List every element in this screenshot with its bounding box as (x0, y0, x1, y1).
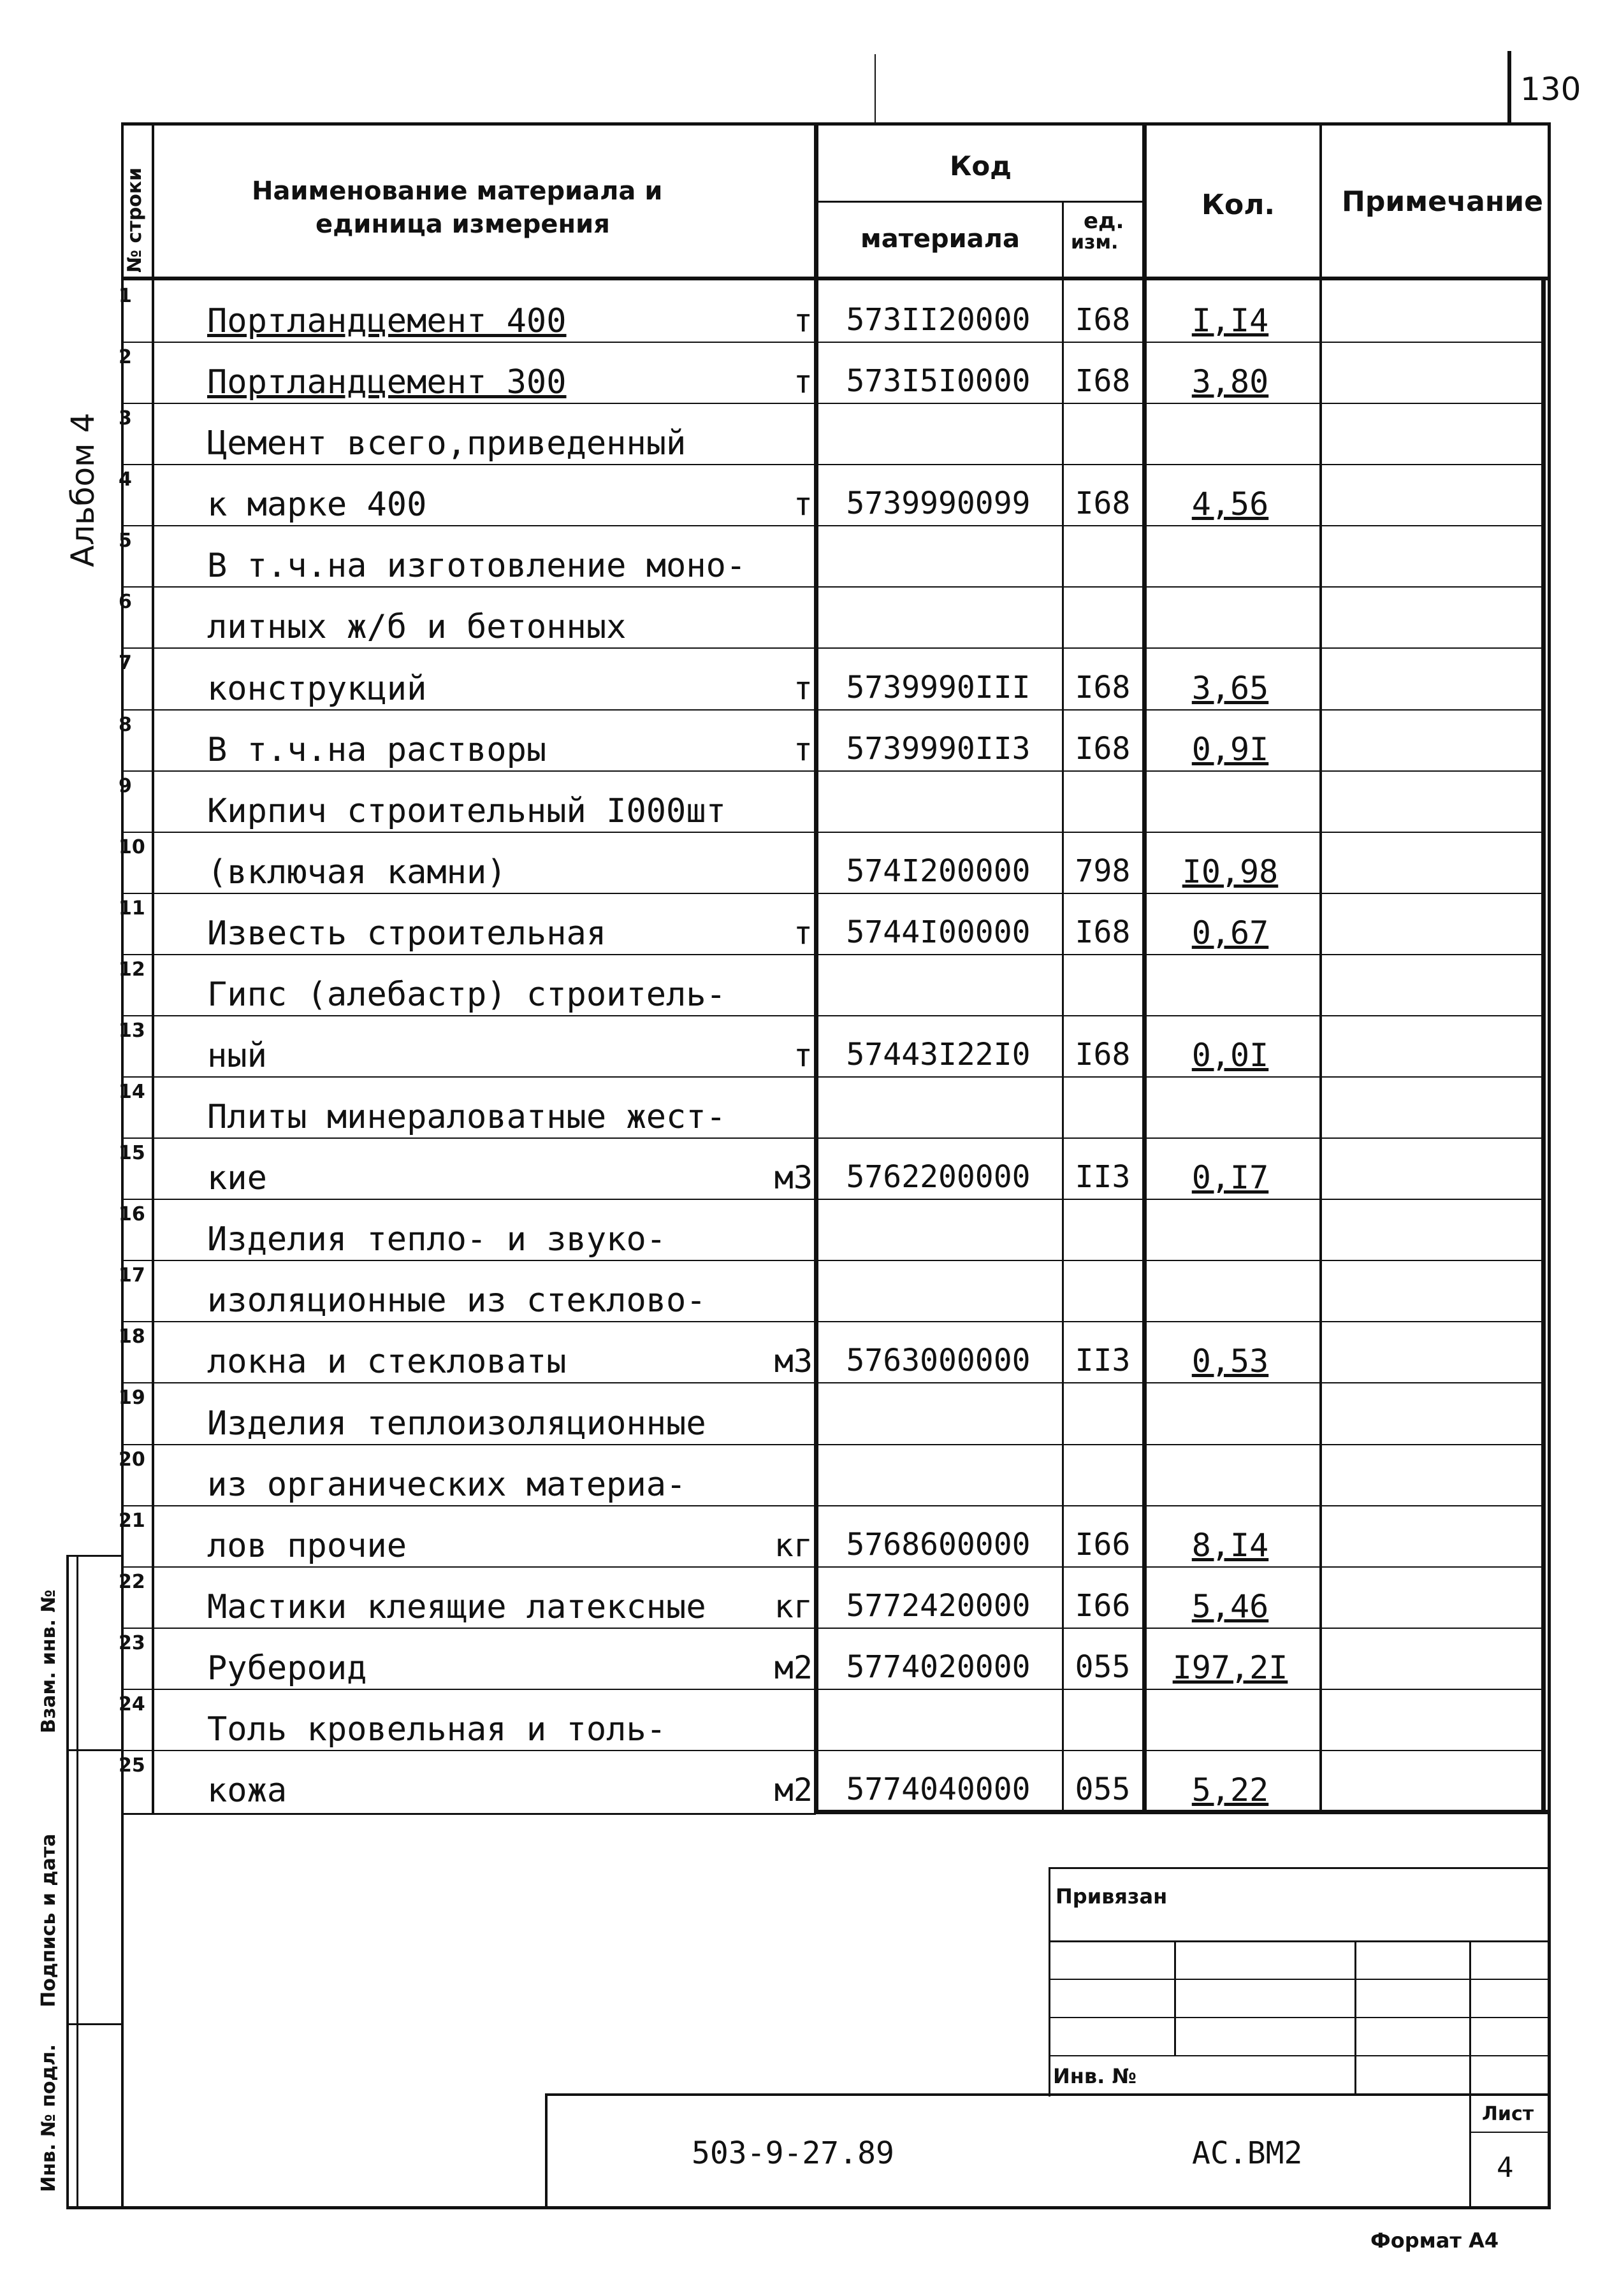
row-divider (121, 1076, 1546, 1078)
row-number: 8 (119, 713, 132, 736)
row-number: 10 (119, 835, 145, 858)
material-code: 5774040000 (846, 1771, 1031, 1807)
quantity-value: 3,65 (1191, 669, 1269, 707)
unit-code: I68 (1075, 363, 1131, 400)
tb-h4 (1049, 2055, 1551, 2056)
material-unit: м3 (774, 1159, 813, 1197)
row-divider (121, 403, 1546, 404)
table-row (0, 893, 1619, 954)
material-code: 5763000000 (846, 1343, 1031, 1379)
table-bottom-thin (121, 1813, 816, 1815)
material-name: Известь строительная (207, 914, 607, 953)
table-row (0, 770, 1619, 832)
header-name-line2: единица измерения (316, 210, 610, 239)
header-row-no: № строки (124, 167, 146, 273)
row-divider (121, 1444, 1546, 1445)
row-divider (121, 709, 1546, 711)
quantity-value: I97,2I (1172, 1649, 1288, 1686)
material-unit: м3 (774, 1343, 813, 1380)
quantity-value: 0,53 (1191, 1343, 1269, 1380)
material-code: 57443I22I0 (846, 1037, 1031, 1073)
row-number: 13 (119, 1019, 145, 1042)
material-name: лов прочие (207, 1526, 407, 1565)
table-row (0, 586, 1619, 647)
table-row (0, 1505, 1619, 1566)
row-divider (121, 1505, 1546, 1506)
material-name: Толь кровельная и толь- (207, 1710, 667, 1749)
tb-h1 (1049, 1940, 1551, 1942)
table-row (0, 1750, 1619, 1811)
material-code: 5739990III (846, 669, 1031, 705)
frame-bottom (69, 2206, 1551, 2209)
unit-code: 055 (1075, 1649, 1131, 1685)
material-code: 5762200000 (846, 1159, 1031, 1195)
row-number: 14 (119, 1081, 145, 1104)
tb-left-vert (1049, 1867, 1050, 2097)
material-name: Изделия теплоизоляционные (207, 1404, 706, 1443)
row-divider (121, 1137, 1546, 1139)
row-number: 12 (119, 958, 145, 981)
row-divider (121, 647, 1546, 649)
quantity-value: 0,I7 (1191, 1159, 1269, 1197)
table-row (0, 832, 1619, 893)
material-name: локна и стекловаты (207, 1343, 567, 1382)
quantity-value: 0,0I (1191, 1037, 1269, 1074)
material-name: Плиты минераловатные жест- (207, 1098, 726, 1137)
material-unit: т (793, 302, 813, 340)
unit-code: 055 (1075, 1771, 1131, 1807)
quantity-value: 0,67 (1191, 914, 1269, 951)
material-name: Портландцемент 300 (207, 363, 567, 402)
unit-code: I68 (1075, 486, 1131, 522)
table-row (0, 954, 1619, 1015)
top-center-tick (875, 54, 876, 122)
row-number: 25 (119, 1754, 145, 1777)
material-name: (включая камни) (207, 853, 507, 892)
material-name: Изделия тепло- и звуко- (207, 1220, 667, 1259)
table-row (0, 525, 1619, 586)
unit-code: I66 (1075, 1587, 1131, 1624)
row-divider (121, 1566, 1546, 1568)
row-divider (121, 525, 1546, 526)
unit-code: I68 (1075, 1037, 1131, 1073)
stamp-inv-podl: Инв. № подл. (38, 2044, 60, 2192)
tb-v2 (1354, 1940, 1356, 2093)
tb-inv-no: Инв. № (1053, 2064, 1136, 2088)
material-code: 5739990II3 (846, 730, 1031, 767)
material-name: Кирпич строительный I000шт (207, 791, 726, 830)
row-number: 22 (119, 1570, 145, 1593)
row-divider (121, 1382, 1546, 1383)
row-divider (121, 893, 1546, 894)
table-row (0, 709, 1619, 770)
material-name: В т.ч.на растворы (207, 730, 547, 769)
material-unit: т (793, 669, 813, 707)
stamp-h3 (66, 2023, 121, 2025)
row-divider (121, 1260, 1546, 1261)
row-number: 19 (119, 1387, 145, 1410)
quantity-value: I,I4 (1191, 302, 1269, 340)
header-unit-line1: ед. (1084, 208, 1124, 234)
table-row (0, 464, 1619, 525)
row-divider (121, 954, 1546, 955)
stamp-mid (76, 1555, 78, 2209)
stamp-left-outer (66, 1555, 69, 2209)
tb-list-label: Лист (1482, 2103, 1534, 2125)
material-name: из органических материа- (207, 1465, 686, 1504)
row-number: 17 (119, 1264, 145, 1287)
row-divider (121, 1199, 1546, 1200)
row-number: 4 (119, 468, 132, 491)
material-unit: т (793, 730, 813, 768)
row-number: 2 (119, 346, 132, 369)
row-divider (121, 1628, 1546, 1629)
unit-code: I68 (1075, 302, 1131, 338)
material-name: литных ж/б и бетонных (207, 608, 627, 647)
row-number: 21 (119, 1509, 145, 1532)
material-name: ный (207, 1037, 267, 1076)
material-name: конструкций (207, 669, 427, 708)
row-number: 11 (119, 897, 145, 920)
quantity-value: I0,98 (1182, 853, 1279, 890)
header-code-subline (817, 201, 1143, 203)
header-note: Примечание (1342, 185, 1543, 218)
stamp-podpis: Подпись и дата (38, 1833, 60, 2007)
row-divider (121, 1321, 1546, 1322)
row-number: 5 (119, 530, 132, 552)
unit-code: II3 (1075, 1159, 1131, 1195)
table-row (0, 1444, 1619, 1505)
material-unit: т (793, 486, 813, 523)
header-quantity: Кол. (1202, 189, 1275, 221)
material-unit: т (793, 914, 813, 951)
tb-v1 (1174, 1940, 1176, 2055)
table-row (0, 1566, 1619, 1628)
row-number: 24 (119, 1693, 145, 1715)
row-divider (121, 832, 1546, 833)
table-row (0, 1382, 1619, 1443)
table-row (0, 1137, 1619, 1199)
quantity-value: 8,I4 (1191, 1526, 1269, 1564)
table-row (0, 647, 1619, 709)
header-material: материала (860, 224, 1020, 254)
row-number: 1 (119, 285, 132, 307)
material-name: Цемент всего,приведенный (207, 424, 686, 463)
header-unit-line2: изм. (1071, 231, 1119, 254)
header-name-line1: Наименование материала и (252, 177, 663, 206)
unit-code: I66 (1075, 1526, 1131, 1563)
tb-list-h (1469, 2132, 1551, 2133)
table-row (0, 1260, 1619, 1321)
row-divider (121, 1750, 1546, 1751)
table-row (0, 1076, 1619, 1137)
quantity-value: 5,22 (1191, 1771, 1269, 1809)
material-unit: кг (774, 1587, 813, 1625)
table-row (0, 1199, 1619, 1260)
material-code: 5774020000 (846, 1649, 1031, 1685)
material-name: Мастики клеящие латексные (207, 1587, 706, 1626)
page-number: 130 (1520, 71, 1581, 108)
table-row (0, 342, 1619, 403)
header-code: Код (950, 150, 1012, 182)
material-name: кожа (207, 1771, 287, 1810)
stamp-h1 (66, 1555, 121, 1557)
stamp-vzam: Взам. инв. № (38, 1589, 60, 1733)
tb-list-value: 4 (1497, 2151, 1514, 2184)
material-name: к марке 400 (207, 486, 427, 524)
material-unit: м2 (774, 1771, 813, 1809)
tb-main-top (545, 2093, 1551, 2096)
material-name: Рубероид (207, 1649, 367, 1687)
album-label: Альбом 4 (64, 412, 101, 567)
tb-privyazan-top (1049, 1867, 1551, 1869)
row-number: 3 (119, 407, 132, 430)
quantity-value: 5,46 (1191, 1587, 1269, 1625)
table-row (0, 403, 1619, 464)
material-name: изоляционные из стекловo- (207, 1282, 706, 1320)
unit-code: I68 (1075, 914, 1131, 950)
material-name: Портландцемент 400 (207, 302, 567, 341)
row-number: 18 (119, 1325, 145, 1348)
material-code: 5772420000 (846, 1587, 1031, 1624)
material-unit: м2 (774, 1649, 813, 1686)
tb-doc-number: 503-9-27.89 (692, 2135, 894, 2171)
table-row (0, 1628, 1619, 1689)
row-number: 23 (119, 1631, 145, 1654)
table-row (0, 1689, 1619, 1750)
unit-code: I68 (1075, 669, 1131, 705)
tb-privyazan: Привязан (1056, 1884, 1168, 1909)
row-number: 16 (119, 1203, 145, 1226)
material-code: 5768600000 (846, 1526, 1031, 1563)
table-row (0, 1321, 1619, 1382)
tb-main-left (545, 2093, 548, 2209)
table-row (0, 1015, 1619, 1076)
row-divider (121, 770, 1546, 772)
material-code: 573II20000 (846, 302, 1031, 338)
table-row (0, 280, 1619, 342)
tb-doc-code: АС.ВМ2 (1192, 2135, 1303, 2171)
material-code: 574I200000 (846, 853, 1031, 889)
unit-code: I68 (1075, 730, 1131, 767)
material-code: 5739990099 (846, 486, 1031, 522)
row-divider (121, 1015, 1546, 1016)
quantity-value: 3,80 (1191, 363, 1269, 401)
material-code: 573I5I0000 (846, 363, 1031, 400)
page-number-divider (1507, 51, 1511, 122)
unit-code: 798 (1075, 853, 1131, 889)
row-divider (121, 464, 1546, 465)
material-code: 5744I00000 (846, 914, 1031, 950)
row-divider (121, 1689, 1546, 1690)
format-label: Формат А4 (1370, 2228, 1499, 2253)
material-unit: т (793, 363, 813, 401)
unit-code: II3 (1075, 1343, 1131, 1379)
material-name: В т.ч.на изготовление моно- (207, 547, 746, 586)
row-number: 9 (119, 774, 132, 797)
row-divider (121, 342, 1546, 343)
material-name: кие (207, 1159, 267, 1198)
quantity-value: 0,9I (1191, 730, 1269, 768)
quantity-value: 4,56 (1191, 486, 1269, 523)
row-number: 20 (119, 1448, 145, 1471)
row-divider (121, 586, 1546, 588)
row-number: 15 (119, 1142, 145, 1165)
tb-h2 (1049, 1979, 1551, 1980)
material-name: Гипс (алебастр) строитель- (207, 975, 726, 1014)
row-number: 7 (119, 652, 132, 675)
tb-h3 (1049, 2017, 1551, 2018)
frame-top (121, 122, 1551, 126)
stamp-h2 (66, 1749, 121, 1751)
material-unit: кг (774, 1526, 813, 1564)
tb-v3 (1469, 1940, 1471, 2208)
material-unit: т (793, 1037, 813, 1074)
row-number: 6 (119, 591, 132, 614)
